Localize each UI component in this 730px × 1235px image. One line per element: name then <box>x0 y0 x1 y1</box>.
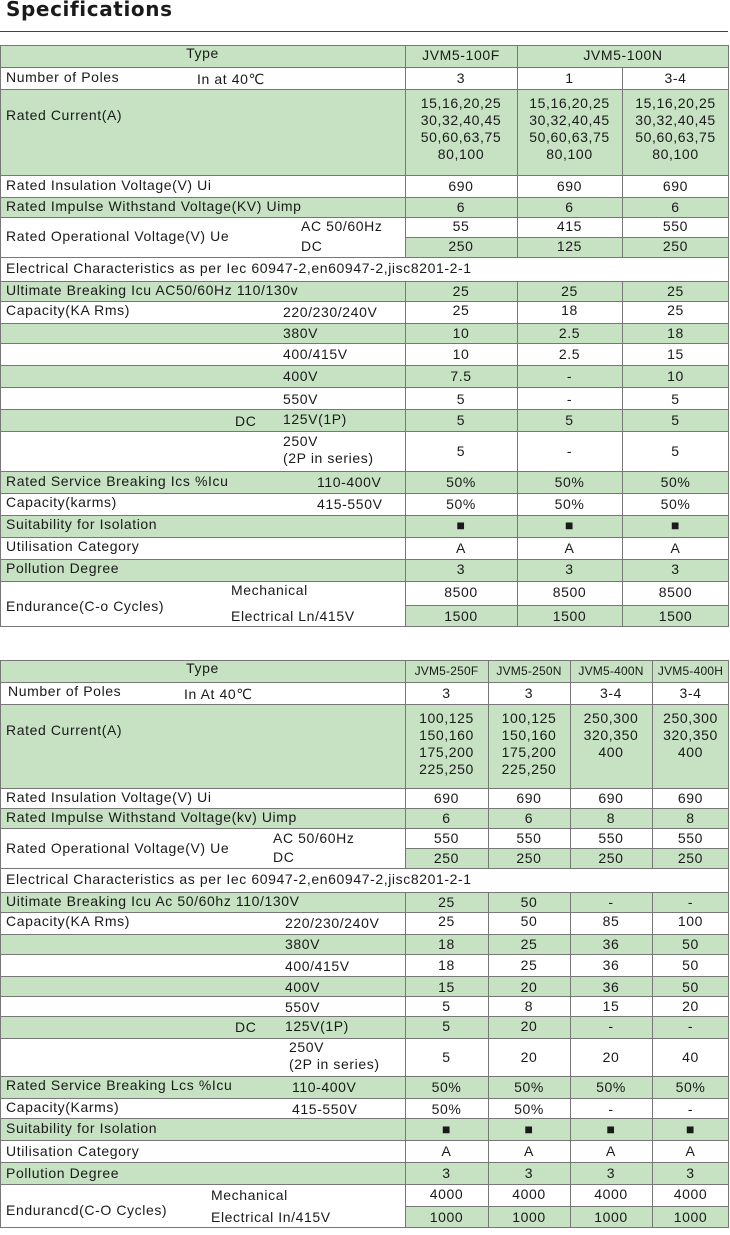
table-frame <box>0 660 729 1228</box>
op-dc-value: 250 <box>433 850 460 866</box>
v250-value: 20 <box>520 1049 538 1065</box>
v250-value: 40 <box>682 1049 699 1065</box>
service-value-2: - <box>608 1101 614 1117</box>
utilisation-value: A <box>685 1143 696 1159</box>
v400-value: 7.5 <box>450 368 472 384</box>
impulse-value: 6 <box>671 199 680 215</box>
row-label-service-capacity: Capacity(karms) <box>6 494 117 510</box>
row-label-poles: Number of Poles <box>6 69 120 85</box>
v400-value: 36 <box>602 979 620 995</box>
v400-415-value: 25 <box>520 957 538 973</box>
service-value-1: 50% <box>514 1079 544 1095</box>
v550-value: 8 <box>524 998 534 1014</box>
service-value-1: 50% <box>675 1079 706 1095</box>
row-label-insulation: Rated Insulation Voltage(V) Ui <box>6 177 212 193</box>
voltage-400-415: 400/415V <box>283 346 348 362</box>
electrical-value: 1500 <box>552 608 587 624</box>
v250-value: 5 <box>442 1049 451 1065</box>
v400-value: 20 <box>520 979 538 995</box>
v400-value: - <box>566 368 573 384</box>
ultimate-value: 25 <box>438 894 455 910</box>
op-ac-value: 550 <box>433 830 460 846</box>
utilisation-value: A <box>456 540 466 556</box>
row-label-operational: Rated Operational Voltage(V) Ue <box>6 840 230 856</box>
utilisation-value: A <box>524 1143 534 1159</box>
op-ac-label: AC 50/60Hz <box>301 218 383 234</box>
electrical-label: Electrical In/415V <box>211 1209 331 1225</box>
service-value-2: 50% <box>514 1101 544 1117</box>
model-header: JVM5-100N <box>583 47 663 63</box>
v250-value: - <box>566 443 573 459</box>
rated-current-value: 100,125 150,160 175,200 225,250 <box>419 710 474 777</box>
insulation-value: 690 <box>556 178 583 194</box>
pollution-value: 3 <box>442 1165 451 1181</box>
op-ac-value: 550 <box>516 830 542 846</box>
isolation-value: ■ <box>564 517 575 533</box>
op-dc-value: 250 <box>598 850 624 866</box>
v380-value: 25 <box>520 936 538 952</box>
voltage-400-415: 400/415V <box>285 958 350 974</box>
impulse-value: 6 <box>442 810 451 826</box>
v125-value: 5 <box>442 1018 451 1034</box>
op-dc-label: DC <box>273 849 295 865</box>
v550-value: 5 <box>671 391 680 407</box>
voltage-220: 220/230/240V <box>283 304 378 320</box>
rated-current-value: 15,16,20,25 30,32,40,45 50,60,63,75 80,100 <box>529 95 610 162</box>
utilisation-value: A <box>564 540 575 556</box>
rated-current-value: 100,125 150,160 175,200 225,250 <box>501 710 557 777</box>
isolation-value: ■ <box>606 1121 616 1137</box>
row-label-operational: Rated Operational Voltage(V) Ue <box>6 228 230 244</box>
row-label-pollution: Pollution Degree <box>6 1165 120 1181</box>
ultimate-value: - <box>687 894 694 910</box>
row-label-capacity: Capacity(KA Rms) <box>6 913 130 929</box>
v400-415-value: 2.5 <box>558 346 581 362</box>
service-value-1: 50% <box>660 474 691 490</box>
title-divider <box>0 31 728 32</box>
v550-value: 20 <box>682 998 699 1014</box>
voltage-380: 380V <box>283 325 319 341</box>
row-label-isolation: Suitability for Isolation <box>6 1120 158 1136</box>
voltage-125-dc: 125V(1P) <box>285 1018 349 1034</box>
row-label-ultimate: Ultimate Breaking Icu AC50/60Hz 110/130v <box>6 282 299 298</box>
type-header: Type <box>186 660 219 676</box>
v380-value: 18 <box>667 325 684 341</box>
mechanical-value: 4000 <box>594 1186 628 1202</box>
row-label-endurance: Endurancd(C-O Cycles) <box>6 1202 168 1218</box>
v550-value: 15 <box>602 998 620 1014</box>
row-label-impulse: Rated Impulse Withstand Voltage(KV) Uimp <box>6 198 302 214</box>
isolation-value: ■ <box>441 1121 452 1137</box>
electrical-value: 1500 <box>658 608 693 624</box>
op-ac-value: 55 <box>452 218 470 234</box>
table-frame <box>0 45 729 627</box>
op-ac-value: 415 <box>556 218 583 234</box>
poles-value: 3-4 <box>679 685 702 701</box>
rated-current-value: 15,16,20,25 30,32,40,45 50,60,63,75 80,100 <box>635 95 716 162</box>
electrical-value: 1000 <box>429 1209 464 1225</box>
service-value-1: 50% <box>596 1079 626 1095</box>
v380-value: 50 <box>682 936 699 952</box>
impulse-value: 8 <box>606 810 616 826</box>
v125-value: 5 <box>456 412 466 428</box>
v400-415-value: 36 <box>602 957 620 973</box>
model-header: JVM5-400N <box>578 664 644 678</box>
page-title: Specifications <box>6 0 173 21</box>
electrical-label: Electrical Ln/415V <box>231 608 355 624</box>
v125-value: - <box>687 1018 694 1034</box>
row-label-isolation: Suitability for Isolation <box>6 516 158 532</box>
mechanical-value: 8500 <box>552 584 587 600</box>
mechanical-value: 8500 <box>658 584 693 600</box>
voltage-400: 400V <box>283 368 319 384</box>
voltage-550: 550V <box>285 999 321 1015</box>
op-dc-value: 250 <box>516 850 542 866</box>
op-ac-label: AC 50/60Hz <box>273 830 355 846</box>
voltage-250-dc: 250V (2P in series) <box>283 433 374 466</box>
v250-value: 5 <box>671 443 680 459</box>
row-label-impulse: Rated Impulse Withstand Voltage(kv) Uimp <box>6 809 297 825</box>
spec-table-jvm5-100 <box>0 45 730 627</box>
op-dc-value: 250 <box>662 238 689 254</box>
mechanical-value: 4000 <box>429 1186 464 1202</box>
service-value-1: 50% <box>446 474 476 490</box>
impulse-value: 6 <box>524 810 534 826</box>
pollution-value: 3 <box>524 1165 534 1181</box>
row-label-utilisation: Utilisation Category <box>6 1143 140 1159</box>
utilisation-value: A <box>606 1143 616 1159</box>
isolation-value: ■ <box>685 1121 696 1137</box>
poles-value: 3 <box>456 70 466 86</box>
service-value-1: 50% <box>554 474 585 490</box>
v125-value: - <box>608 1018 614 1034</box>
ultimate-value: 50 <box>520 894 538 910</box>
service-value-2: 50% <box>554 496 585 512</box>
poles-temperature: In At 40℃ <box>184 686 253 702</box>
pollution-value: 3 <box>565 561 574 577</box>
mechanical-value: 4000 <box>673 1186 708 1202</box>
v125-value: 20 <box>520 1018 538 1034</box>
model-header: JVM5-250F <box>414 664 479 678</box>
v220-value: 50 <box>520 913 538 929</box>
impulse-value: 6 <box>456 199 466 215</box>
v380-value: 18 <box>438 936 455 952</box>
insulation-value: 690 <box>516 790 542 806</box>
electrical-value: 1000 <box>673 1209 708 1225</box>
ultimate-value: 25 <box>561 283 578 299</box>
mechanical-value: 8500 <box>444 584 478 600</box>
row-label-pollution: Pollution Degree <box>6 560 120 576</box>
pollution-value: 3 <box>606 1165 616 1181</box>
v400-415-value: 15 <box>667 346 684 362</box>
op-dc-value: 125 <box>556 238 583 254</box>
row-label-capacity: Capacity(KA Rms) <box>6 302 130 318</box>
electrical-note: Electrical Characteristics as per Iec 60947-2,en60947-2,jisc8201-2-1 <box>6 871 472 887</box>
v250-value: 20 <box>602 1049 620 1065</box>
voltage-125-dc: 125V(1P) <box>283 411 347 427</box>
model-header: JVM5-100F <box>422 47 500 63</box>
voltage-220: 220/230/240V <box>285 915 380 931</box>
v400-415-value: 18 <box>438 957 455 973</box>
v220-value: 25 <box>452 302 470 318</box>
op-ac-value: 550 <box>598 830 624 846</box>
pollution-value: 3 <box>671 561 680 577</box>
v220-value: 18 <box>561 302 578 318</box>
pollution-value: 3 <box>456 561 466 577</box>
v380-value: 2.5 <box>558 325 581 341</box>
row-label-rated-current: Rated Current(A) <box>6 722 123 738</box>
op-ac-value: 550 <box>662 218 689 234</box>
electrical-value: 1500 <box>444 608 478 624</box>
poles-value: 3-4 <box>664 70 687 86</box>
utilisation-value: A <box>670 540 681 556</box>
row-label-insulation: Rated Insulation Voltage(V) Ui <box>6 789 212 805</box>
ultimate-value: 25 <box>667 283 684 299</box>
isolation-value: ■ <box>524 1121 534 1137</box>
row-label-utilisation: Utilisation Category <box>6 538 140 554</box>
op-dc-label: DC <box>301 238 323 254</box>
service-value-2: 50% <box>446 496 476 512</box>
row-label-endurance: Endurance(C-o Cycles) <box>6 598 165 614</box>
insulation-value: 690 <box>662 178 689 194</box>
impulse-value: 6 <box>565 199 574 215</box>
electrical-note: Electrical Characteristics as per Iec 60947-2,en60947-2,jisc8201-2-1 <box>6 260 472 276</box>
row-label-service-capacity: Capacity(Karms) <box>6 1099 120 1115</box>
v220-value: 25 <box>667 302 684 318</box>
v550-value: 5 <box>442 998 451 1014</box>
insulation-value: 690 <box>433 790 460 806</box>
service-voltage-2: 415-550V <box>317 496 383 512</box>
service-value-1: 50% <box>431 1079 462 1095</box>
v380-value: 36 <box>602 936 620 952</box>
poles-value: 3 <box>442 685 451 701</box>
v400-415-value: 10 <box>452 346 470 362</box>
model-header: JVM5-400H <box>657 664 724 678</box>
row-label-rated-current: Rated Current(A) <box>6 107 123 123</box>
row-label-service: Rated Service Breaking Lcs %Icu <box>6 1077 233 1093</box>
mechanical-label: Mechanical <box>231 582 308 598</box>
op-dc-value: 250 <box>677 850 704 866</box>
service-voltage-1: 110-400V <box>317 474 382 490</box>
spec-table-jvm5-250-400 <box>0 660 730 1228</box>
v125-value: 5 <box>671 412 680 428</box>
service-voltage-1: 110-400V <box>292 1079 357 1095</box>
voltage-550: 550V <box>283 391 319 407</box>
v550-value: 5 <box>456 391 466 407</box>
voltage-380: 380V <box>285 936 321 952</box>
isolation-value: ■ <box>456 517 466 533</box>
op-dc-value: 250 <box>448 238 474 254</box>
poles-value: 3 <box>524 685 534 701</box>
electrical-value: 1000 <box>594 1209 628 1225</box>
v550-value: - <box>566 391 573 407</box>
ultimate-value: - <box>608 894 614 910</box>
v400-value: 15 <box>438 979 455 995</box>
voltage-250-dc: 250V (2P in series) <box>289 1039 380 1072</box>
insulation-value: 690 <box>448 178 474 194</box>
service-value-2: 50% <box>431 1101 462 1117</box>
v400-value: 10 <box>667 368 684 384</box>
poles-value: 1 <box>565 70 574 86</box>
v400-value: 50 <box>682 979 699 995</box>
ultimate-value: 25 <box>452 283 470 299</box>
insulation-value: 690 <box>598 790 624 806</box>
v220-value: 25 <box>438 913 455 929</box>
poles-value: 3-4 <box>599 685 623 701</box>
impulse-value: 8 <box>686 810 695 826</box>
rated-current-value: 250,300 320,350 400 <box>663 710 718 760</box>
service-value-2: 50% <box>660 496 691 512</box>
service-value-2: - <box>687 1101 694 1117</box>
mechanical-value: 4000 <box>512 1186 546 1202</box>
dc-label: DC <box>235 1019 257 1035</box>
voltage-400: 400V <box>285 979 321 995</box>
v220-value: 85 <box>602 913 620 929</box>
v125-value: 5 <box>565 412 574 428</box>
service-voltage-2: 415-550V <box>292 1101 358 1117</box>
v400-415-value: 50 <box>682 957 699 973</box>
rated-current-value: 250,300 320,350 400 <box>583 710 639 760</box>
utilisation-value: A <box>441 1143 452 1159</box>
v380-value: 10 <box>452 325 470 341</box>
v220-value: 100 <box>677 913 704 929</box>
row-label-poles: Number of Poles <box>8 683 122 699</box>
model-header: JVM5-250N <box>496 664 562 678</box>
type-header: Type <box>186 45 219 61</box>
dc-label: DC <box>235 413 257 429</box>
v250-value: 5 <box>456 443 466 459</box>
row-label-service: Rated Service Breaking Ics %Icu <box>6 473 229 489</box>
rated-current-value: 15,16,20,25 30,32,40,45 50,60,63,75 80,100 <box>420 95 502 162</box>
isolation-value: ■ <box>670 517 681 533</box>
pollution-value: 3 <box>686 1165 695 1181</box>
electrical-value: 1000 <box>512 1209 546 1225</box>
op-ac-value: 550 <box>677 830 704 846</box>
insulation-value: 690 <box>677 790 704 806</box>
row-label-ultimate: Uitimate Breaking Icu Ac 50/60hz 110/130V <box>6 893 300 909</box>
mechanical-label: Mechanical <box>211 1187 288 1203</box>
poles-temperature: In at 40℃ <box>197 71 265 87</box>
